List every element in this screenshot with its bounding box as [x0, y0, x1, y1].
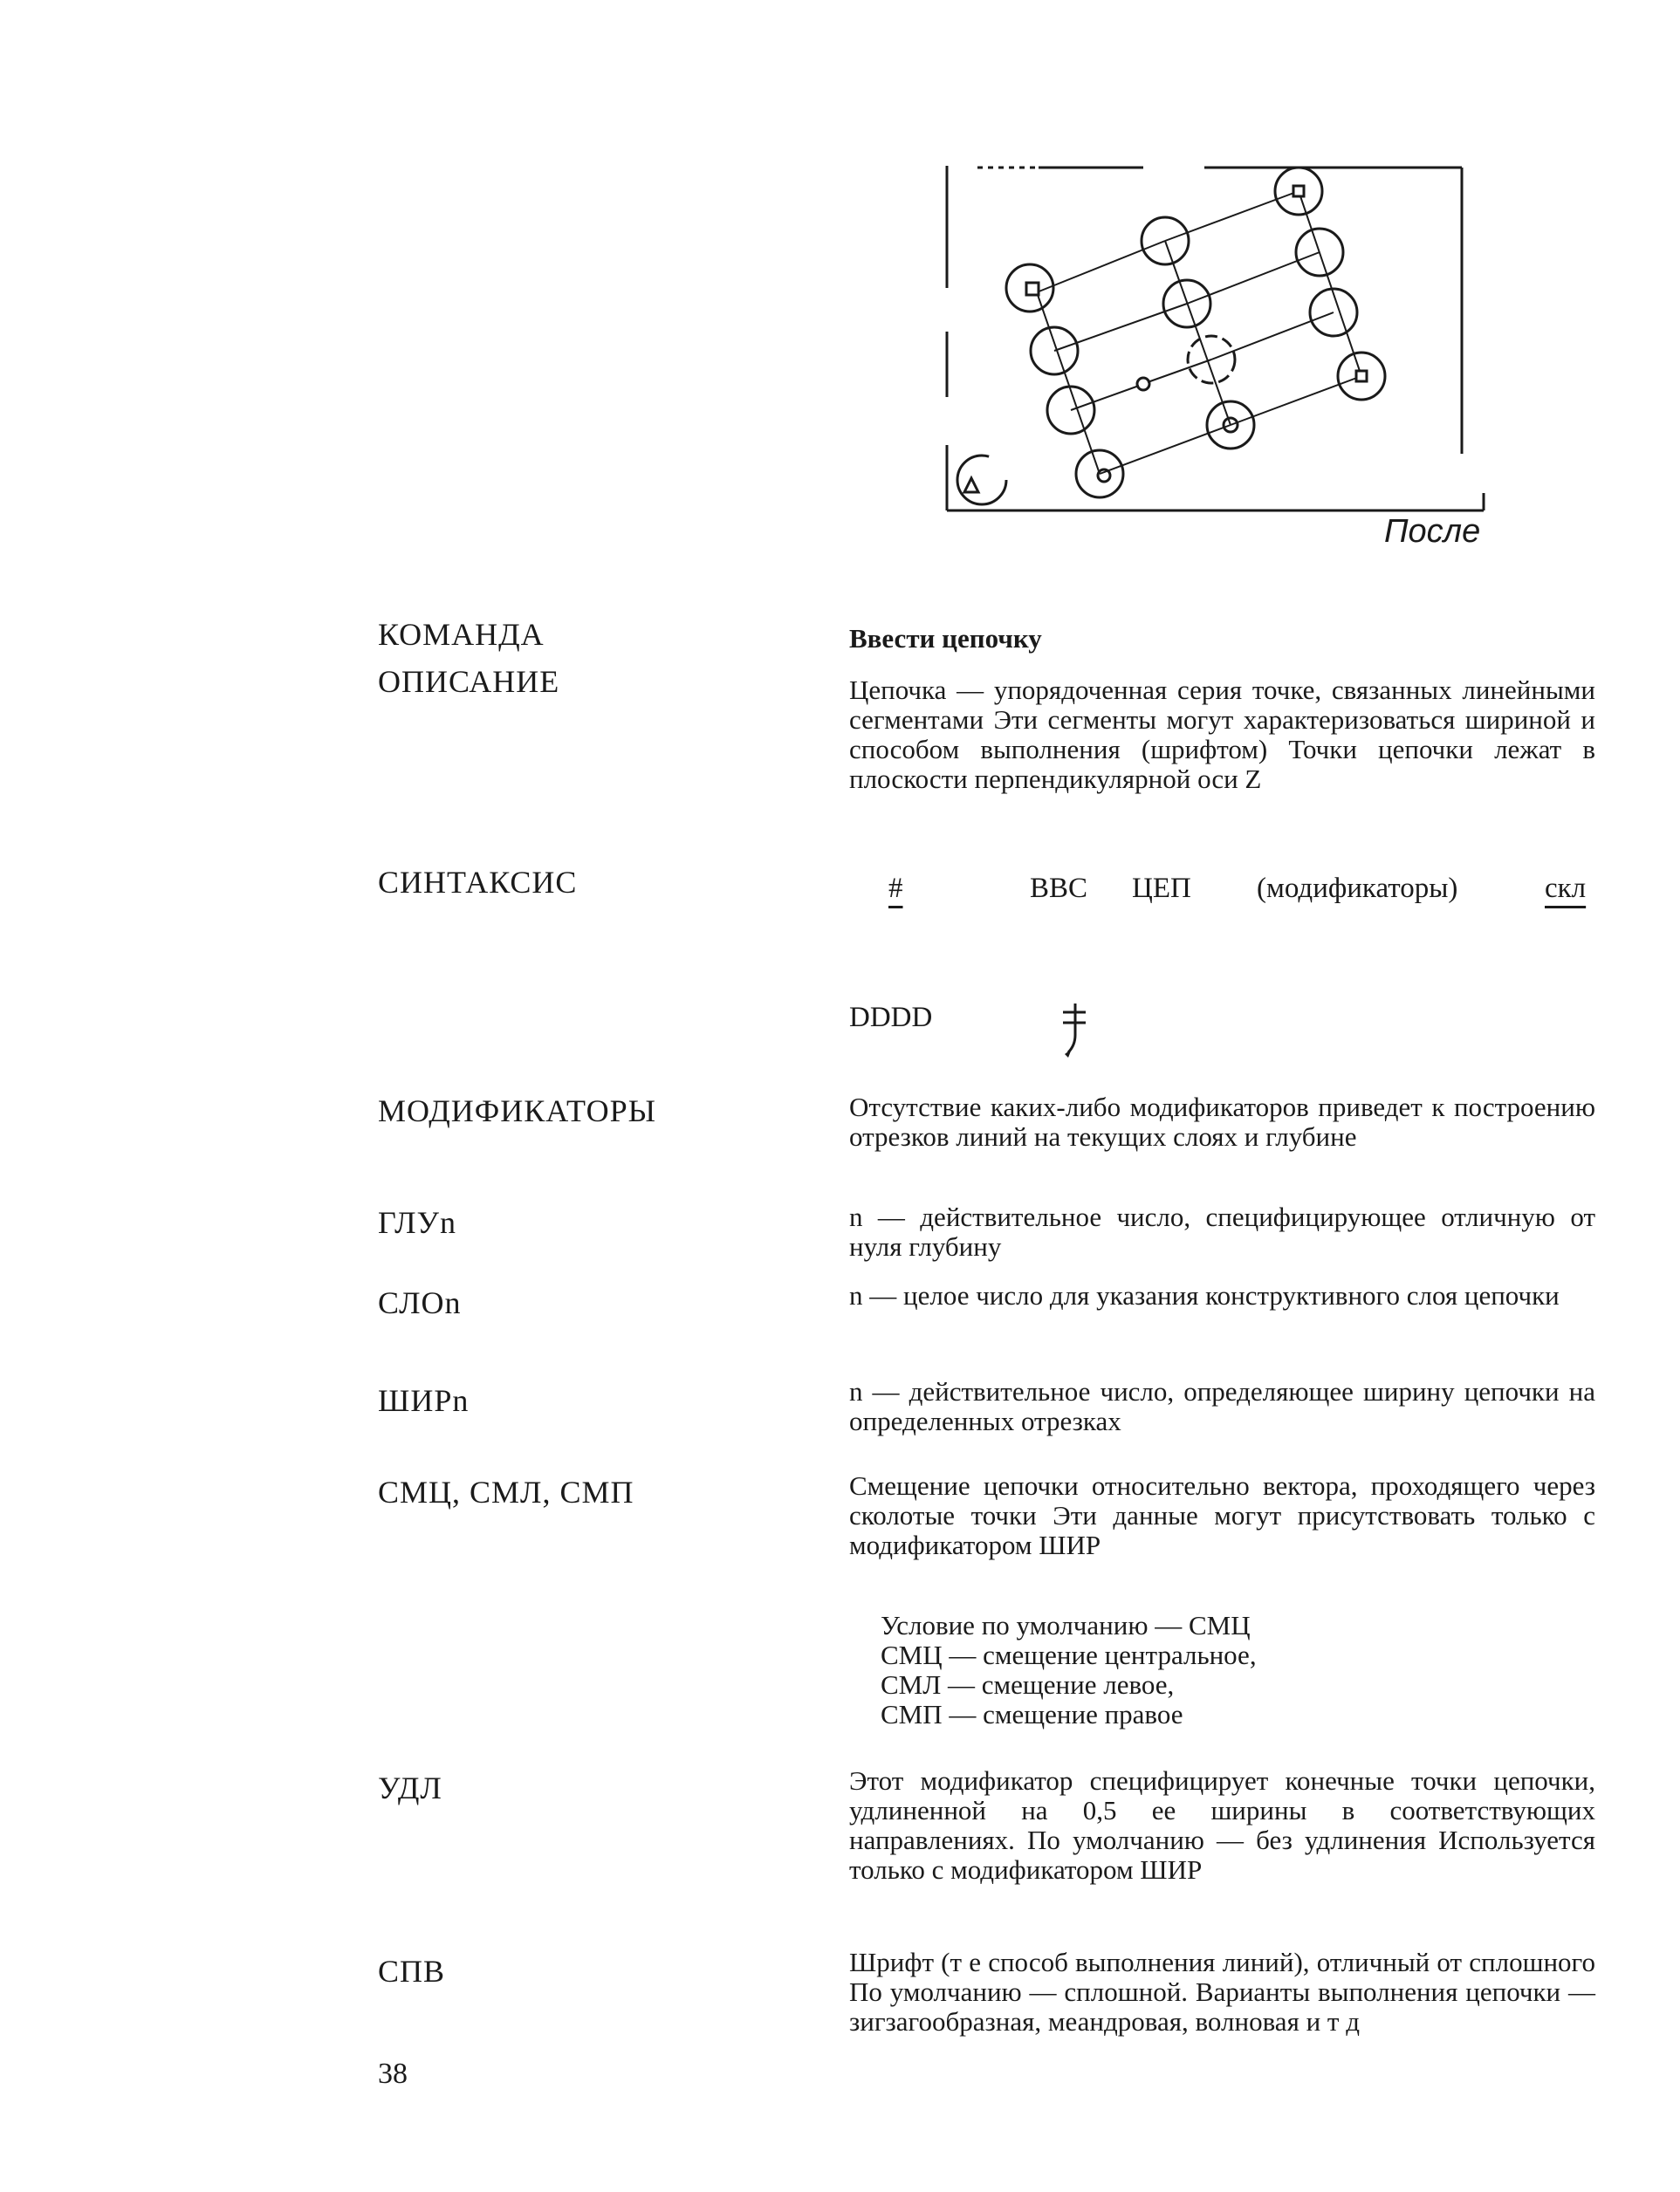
syntax-dddd: DDDD: [849, 1002, 933, 1033]
label-description: ОПИСАНИЕ: [378, 664, 560, 699]
smc-option: СМП — смещение правое: [881, 1699, 1183, 1730]
syntax-modifiers: (модификаторы): [1257, 873, 1458, 904]
chain-points: [957, 168, 1385, 504]
smc-option: Условие по умолчанию — СМЦ: [881, 1610, 1251, 1641]
label-smc: СМЦ, СМЛ, СМП: [378, 1475, 634, 1510]
slo-text: n — целое число для указания конструктивного слоя цепочки: [849, 1280, 1560, 1311]
chain-diagram: [943, 157, 1501, 567]
label-slo: СЛОn: [378, 1285, 462, 1320]
figure-caption: После: [1384, 513, 1481, 550]
page-number: 38: [378, 2058, 408, 2090]
description-text: Цепочка — упорядоченная серия точке, связанных линейными сегментами Эти сегменты могут характеризоваться шириной и способом выполнения (шрифтом) Точки цепочки лежат в плоскости перпендикулярной оси Z: [849, 675, 1595, 794]
udl-text: Этот модификатор специфицирует конечные точки цепочки, удлиненной на 0,5 ее ширины в соответствующих направлениях. По умолчанию — без удлинения Используется только с модификатором ШИР: [849, 1765, 1595, 1885]
smc-option: СМЦ — смещение центральное,: [881, 1640, 1257, 1670]
point-square-marker: [1356, 371, 1367, 381]
point-square-marker: [1293, 186, 1304, 196]
label-shir: ШИРn: [378, 1383, 470, 1418]
label-command: КОМАНДА: [378, 617, 545, 652]
command-value: Ввести цепочку: [849, 623, 1042, 654]
label-syntax: СИНТАКСИС: [378, 865, 578, 900]
smc-text: Смещение цепочки относительно вектора, проходящего через сколотые точки Эти данные могут присутствовать только с модификатором ШИР: [849, 1470, 1595, 1560]
label-glu: ГЛУn: [378, 1205, 457, 1240]
point-open-circle: [957, 456, 1006, 504]
syntax-hash: #: [888, 873, 903, 904]
syntax-skl: скл: [1545, 873, 1587, 904]
terminator-icon: [1056, 1000, 1091, 1061]
chain-lines: [1037, 191, 1361, 474]
label-udl: УДЛ: [378, 1771, 442, 1805]
chain-figure: [943, 157, 1501, 567]
point-small-circle: [1137, 378, 1149, 390]
spv-text: Шрифт (т е способ выполнения линий), отличный от сплошного По умолчанию — сплошной. Варианты выполнения цепочки — зигзагообразная, меандровая, волновая и т д: [849, 1947, 1595, 2037]
glu-text: n — действительное число, специфицирующее отличную от нуля глубину: [849, 1202, 1595, 1262]
smc-option: СМЛ — смещение левое,: [881, 1669, 1175, 1700]
modifiers-text: Отсутствие каких-либо модификаторов приведет к построению отрезков линий на текущих слоях и глубине: [849, 1092, 1595, 1152]
syntax-cep: ЦЕП: [1132, 873, 1191, 904]
label-modifiers: МОДИФИКАТОРЫ: [378, 1093, 656, 1128]
label-spv: СПВ: [378, 1954, 446, 1989]
shir-text: n — действительное число, определяющее ширину цепочки на определенных отрезках: [849, 1376, 1595, 1436]
triangle-marker: [964, 478, 978, 492]
point-square-marker: [1026, 283, 1039, 295]
syntax-vvs: ВВС: [1030, 873, 1088, 904]
